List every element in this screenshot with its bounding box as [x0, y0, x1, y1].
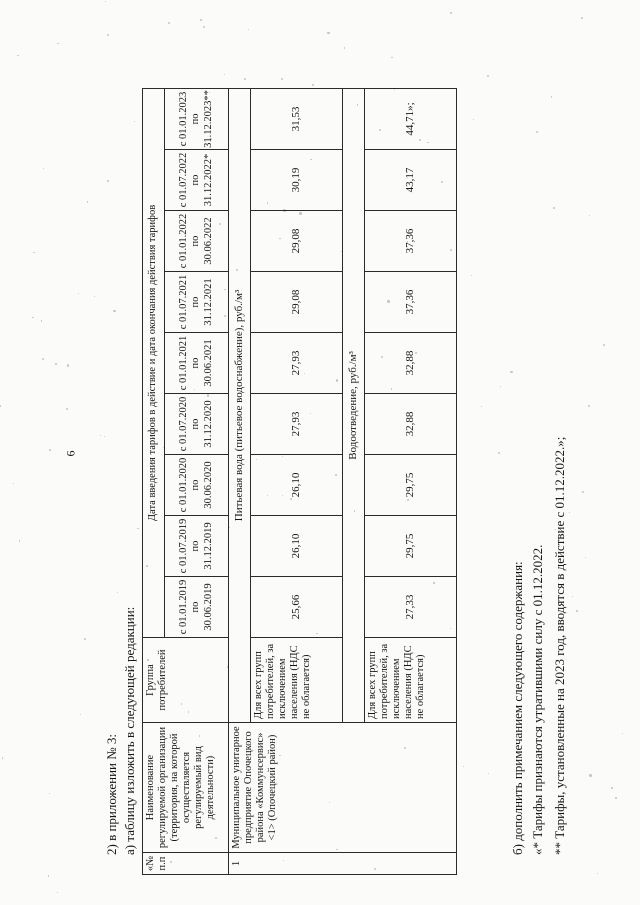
noise-speck	[622, 733, 623, 734]
noise-speck	[585, 557, 586, 558]
water-value-8: 30,19	[251, 150, 343, 211]
period-3: с 01.01.2020 по 30.06.2020	[165, 455, 229, 516]
noise-speck	[32, 317, 33, 318]
sewer-value-2: 29,75	[365, 516, 457, 577]
section-sewer-group: Для всех групп потребителей, за исключением населения (НДС не облагается)	[365, 638, 457, 723]
rotated-content	[90, 40, 580, 880]
period-8: с 01.07.2022 по 31.12.2022*	[165, 150, 229, 211]
noise-speck	[581, 17, 583, 19]
noise-speck	[200, 19, 202, 21]
noise-speck	[80, 714, 82, 716]
period-4: с 01.07.2020 по 31.12.2020	[165, 394, 229, 455]
sewer-value-5: 32,88	[365, 333, 457, 394]
period-2: с 01.07.2019 по 31.12.2019	[165, 516, 229, 577]
row-number: 1	[229, 853, 457, 875]
water-value-3: 26,10	[251, 455, 343, 516]
header-org: Наименование регулируемой организации (территория, на которой осуществляется регулируемый вид деятельности)	[143, 723, 229, 853]
noise-speck	[0, 405, 1, 406]
noise-speck	[33, 252, 35, 254]
noise-speck	[597, 873, 598, 874]
noise-speck	[248, 29, 249, 30]
noise-speck	[13, 483, 14, 484]
water-value-9: 31,53	[251, 88, 343, 149]
page-number: 6	[63, 450, 78, 457]
sewer-value-8: 43,17	[365, 150, 457, 211]
intro-line-1: 2) в приложении № 3:	[104, 733, 119, 855]
noise-speck	[611, 787, 613, 789]
period-1: с 01.01.2019 по 30.06.2019	[165, 577, 229, 638]
noise-speck	[589, 215, 590, 216]
sewer-value-4: 32,88	[365, 394, 457, 455]
section-water-group: Для всех групп потребителей, за исключением населения (НДС не облагается)	[251, 638, 343, 723]
water-value-4: 27,93	[251, 394, 343, 455]
sewer-value-3: 29,75	[365, 455, 457, 516]
noise-speck	[105, 1, 106, 2]
water-value-1: 25,66	[251, 577, 343, 638]
noise-speck	[41, 320, 43, 322]
noise-speck	[107, 34, 109, 36]
header-num: «№ п.п	[143, 853, 229, 875]
noise-speck	[66, 408, 68, 410]
noise-speck	[615, 797, 617, 799]
noise-speck	[49, 449, 51, 451]
notes-intro: б) дополнить примечанием следующего содержания:	[510, 561, 525, 855]
period-6: с 01.07.2021 по 31.12.2021	[165, 272, 229, 333]
noise-speck	[2, 757, 3, 758]
period-5: с 01.01.2021 по 30.06.2021	[165, 333, 229, 394]
noise-speck	[450, 12, 452, 14]
water-value-5: 27,93	[251, 333, 343, 394]
sewer-value-1: 27,33	[365, 577, 457, 638]
org-name: Муниципальное унитарное предприятие Опочецкого района «Коммунсервис» <1> (Опочецкий район)	[229, 723, 457, 853]
noise-speck	[84, 638, 86, 640]
period-7: с 01.01.2022 по 30.06.2022	[165, 211, 229, 272]
sewer-value-6: 37,36	[365, 272, 457, 333]
noise-speck	[55, 363, 57, 365]
noise-speck	[19, 540, 20, 541]
intro-line-2: а) таблицу изложить в следующей редакции:	[122, 606, 137, 855]
noise-speck	[203, 26, 205, 28]
noise-speck	[78, 293, 79, 294]
noise-speck	[17, 55, 18, 56]
noise-speck	[49, 793, 50, 794]
noise-speck	[87, 201, 89, 203]
noise-speck	[48, 875, 50, 877]
water-value-2: 26,10	[251, 516, 343, 577]
period-9: с 01.01.2023 по 31.12.2023**	[165, 88, 229, 149]
noise-speck	[327, 32, 329, 34]
sewer-value-7: 37,36	[365, 211, 457, 272]
noise-speck	[168, 22, 170, 24]
noise-speck	[582, 491, 584, 493]
sewer-value-9: 44,71»;	[365, 88, 457, 149]
section-water-title: Питьевая вода (питьевое водоснабжение), руб./м³	[229, 88, 251, 722]
noise-speck	[589, 774, 591, 776]
noise-speck	[67, 364, 69, 366]
noise-speck	[57, 892, 59, 894]
noise-speck	[42, 358, 44, 360]
noise-speck	[588, 405, 590, 407]
water-value-7: 29,08	[251, 211, 343, 272]
section-sewer-title: Водоотведение, руб./м³	[343, 88, 365, 722]
header-dates-title: Дата введения тарифов в действие и дата окончания действия тарифов	[143, 88, 165, 637]
water-value-6: 29,08	[251, 272, 343, 333]
noise-speck	[57, 43, 59, 45]
note-star-2: ** Тарифы, установленные на 2023 год, вводятся в действие с 01.12.2022.»;	[552, 436, 567, 855]
noise-speck	[43, 168, 44, 169]
header-group: Группа потребителей	[143, 638, 229, 723]
note-star-1: «* Тарифы признаются утратившими силу с 01.12.2022.	[530, 544, 545, 855]
noise-speck	[603, 344, 605, 346]
tariff-table	[142, 88, 457, 875]
